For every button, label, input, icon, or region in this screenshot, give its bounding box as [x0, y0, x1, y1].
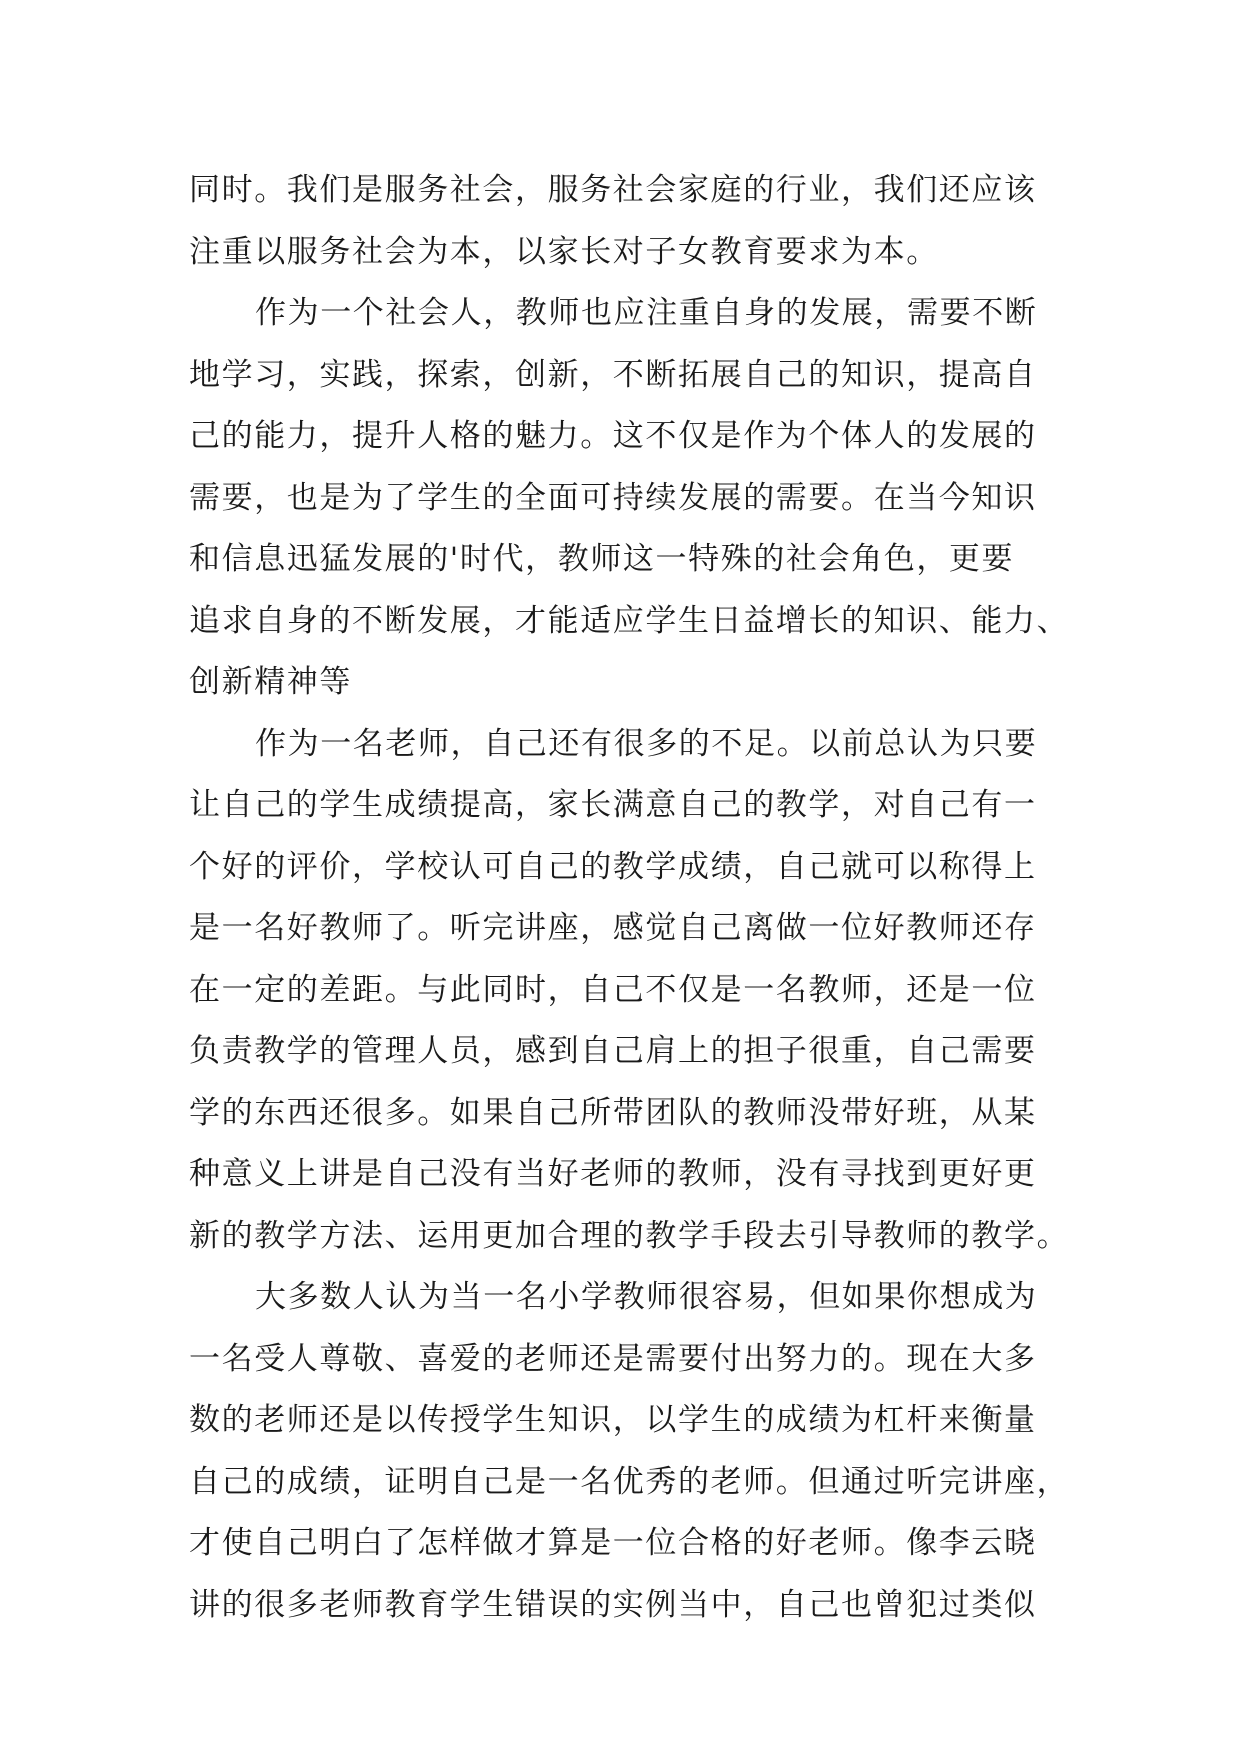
text-line: 一名受人尊敬、喜爱的老师还是需要付出努力的。现在大多 [189, 1340, 1037, 1377]
paragraph-first-line: 大多数人认为当一名小学教师很容易，但如果你想成为 [255, 1279, 1038, 1315]
text-line: 和信息迅猛发展的'时代，教师这一特殊的社会角色，更要 [189, 541, 1015, 577]
paragraph-first-line: 作为一名老师，自己还有很多的不足。以前总认为只要 [255, 725, 1038, 762]
text-line: 需要，也是为了学生的全面可持续发展的需要。在当今知识 [189, 479, 1037, 516]
text-line: 是一名好教师了。听完讲座，感觉自己离做一位好教师还存 [189, 910, 1037, 946]
text-line: 种意义上讲是自己没有当好老师的教师，没有寻找到更好更 [189, 1156, 1037, 1192]
body-text [189, 160, 1070, 1636]
text-line: 个好的评价，学校认可自己的教学成绩，自己就可以称得上 [189, 848, 1037, 885]
text-line: 追求自身的不断发展，才能适应学生日益增长的知识、能力、 [189, 602, 1070, 639]
text-line: 新的教学方法、运用更加合理的教学手段去引导教师的教学。 [189, 1217, 1070, 1254]
text-line: 学的东西还很多。如果自己所带团队的教师没带好班，从某 [189, 1094, 1037, 1131]
text-line: 在一定的差距。与此同时，自己不仅是一名教师，还是一位 [189, 971, 1037, 1008]
text-line: 才使自己明白了怎样做才算是一位合格的好老师。像李云晓 [189, 1525, 1037, 1561]
text-line: 让自己的学生成绩提高，家长满意自己的教学，对自己有一 [189, 787, 1037, 823]
text-line: 数的老师还是以传授学生知识，以学生的成绩为杠杆来衡量 [189, 1402, 1037, 1438]
text-line: 创新精神等 [189, 664, 352, 700]
text-line: 负责教学的管理人员，感到自己肩上的担子很重，自己需要 [189, 1033, 1037, 1069]
text-line: 自己的成绩，证明自己是一名优秀的老师。但通过听完讲座， [189, 1463, 1070, 1500]
text-line: 同时。我们是服务社会，服务社会家庭的行业，我们还应该 [189, 172, 1037, 208]
text-line: 己的能力，提升人格的魅力。这不仅是作为个体人的发展的 [189, 418, 1037, 454]
paragraph-first-line: 作为一个社会人，教师也应注重自身的发展，需要不断 [255, 295, 1038, 331]
text-line: 地学习，实践，探索，创新，不断拓展自己的知识，提高自 [189, 356, 1037, 393]
text-line: 讲的很多老师教育学生错误的实例当中，自己也曾犯过类似 [189, 1586, 1037, 1623]
text-line: 注重以服务社会为本，以家长对子女教育要求为本。 [189, 233, 939, 270]
